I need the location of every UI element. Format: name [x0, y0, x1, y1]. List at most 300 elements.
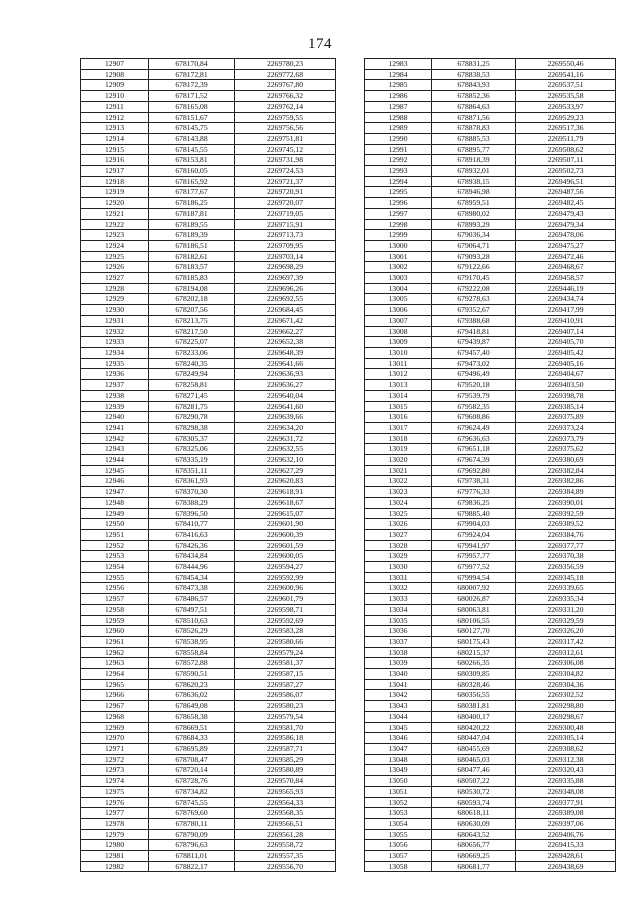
x-coordinate-cell: 678335,19: [149, 455, 235, 466]
y-coordinate-cell: 2269586,18: [235, 733, 336, 744]
table-row: [365, 594, 616, 605]
x-coordinate-cell: 679674,39: [432, 455, 516, 466]
point-number-cell: 12937: [81, 380, 149, 391]
x-coordinate-cell: 678811,01: [149, 851, 235, 862]
table-row: [81, 144, 336, 155]
y-coordinate-cell: 2269415,33: [516, 840, 616, 851]
y-coordinate-cell: 2269382,84: [516, 465, 616, 476]
table-row: [81, 840, 336, 851]
y-coordinate-cell: 2269556,70: [235, 861, 336, 872]
x-coordinate-cell: 678185,83: [149, 273, 235, 284]
point-number-cell: 12961: [81, 636, 149, 647]
point-number-cell: 13041: [365, 679, 432, 690]
table-row: [365, 80, 616, 91]
y-coordinate-cell: 2269417,99: [516, 305, 616, 316]
table-row: [365, 198, 616, 209]
point-number-cell: 12927: [81, 273, 149, 284]
point-number-cell: 13046: [365, 733, 432, 744]
x-coordinate-cell: 678980,02: [432, 208, 516, 219]
table-row: [81, 808, 336, 819]
point-number-cell: 13047: [365, 744, 432, 755]
x-coordinate-cell: 680266,35: [432, 658, 516, 669]
point-number-cell: 12936: [81, 369, 149, 380]
y-coordinate-cell: 2269636,27: [235, 380, 336, 391]
table-row: [365, 487, 616, 498]
table-row: [81, 422, 336, 433]
y-coordinate-cell: 2269356,59: [516, 562, 616, 573]
y-coordinate-cell: 2269529,23: [516, 112, 616, 123]
point-number-cell: 13025: [365, 508, 432, 519]
point-number-cell: 12928: [81, 283, 149, 294]
point-number-cell: 12988: [365, 112, 432, 123]
y-coordinate-cell: 2269345,18: [516, 572, 616, 583]
point-number-cell: 13013: [365, 380, 432, 391]
y-coordinate-cell: 2269537,51: [516, 80, 616, 91]
table-row: [365, 636, 616, 647]
x-coordinate-cell: 678172,81: [149, 69, 235, 80]
x-coordinate-cell: 679539,79: [432, 390, 516, 401]
table-row: [365, 529, 616, 540]
point-number-cell: 13038: [365, 647, 432, 658]
y-coordinate-cell: 2269335,88: [516, 776, 616, 787]
y-coordinate-cell: 2269565,93: [235, 786, 336, 797]
table-row: [81, 59, 336, 70]
point-number-cell: 12968: [81, 711, 149, 722]
point-number-cell: 13019: [365, 444, 432, 455]
x-coordinate-cell: 678194,08: [149, 283, 235, 294]
point-number-cell: 12972: [81, 754, 149, 765]
point-number-cell: 13044: [365, 711, 432, 722]
table-row: [365, 701, 616, 712]
point-number-cell: 12947: [81, 487, 149, 498]
y-coordinate-cell: 2269719,05: [235, 208, 336, 219]
x-coordinate-cell: 679520,18: [432, 380, 516, 391]
table-row: [81, 572, 336, 583]
point-number-cell: 12998: [365, 219, 432, 230]
point-number-cell: 13016: [365, 412, 432, 423]
point-number-cell: 12935: [81, 358, 149, 369]
y-coordinate-cell: 2269592,99: [235, 572, 336, 583]
point-number-cell: 12986: [365, 91, 432, 102]
x-coordinate-cell: 679222,08: [432, 283, 516, 294]
y-coordinate-cell: 2269697,39: [235, 273, 336, 284]
x-coordinate-cell: 679636,63: [432, 433, 516, 444]
y-coordinate-cell: 2269561,28: [235, 829, 336, 840]
y-coordinate-cell: 2269581,37: [235, 658, 336, 669]
point-number-cell: 13045: [365, 722, 432, 733]
y-coordinate-cell: 2269306,08: [516, 658, 616, 669]
table-row: [81, 240, 336, 251]
point-number-cell: 13007: [365, 315, 432, 326]
point-number-cell: 12978: [81, 818, 149, 829]
point-number-cell: 12967: [81, 701, 149, 712]
x-coordinate-cell: 678351,11: [149, 465, 235, 476]
x-coordinate-cell: 678590,51: [149, 669, 235, 680]
table-row: [365, 765, 616, 776]
table-row: [81, 722, 336, 733]
table-row: [365, 315, 616, 326]
point-number-cell: 13048: [365, 754, 432, 765]
table-row: [365, 562, 616, 573]
x-coordinate-cell: 679836,25: [432, 497, 516, 508]
point-number-cell: 13017: [365, 422, 432, 433]
x-coordinate-cell: 678213,75: [149, 315, 235, 326]
y-coordinate-cell: 2269756,56: [235, 123, 336, 134]
y-coordinate-cell: 2269405,70: [516, 337, 616, 348]
y-coordinate-cell: 2269517,36: [516, 123, 616, 134]
y-coordinate-cell: 2269772,68: [235, 69, 336, 80]
y-coordinate-cell: 2269331,20: [516, 604, 616, 615]
table-row: [365, 380, 616, 391]
y-coordinate-cell: 2269404,67: [516, 369, 616, 380]
table-row: [365, 251, 616, 262]
x-coordinate-cell: 678281,75: [149, 401, 235, 412]
x-coordinate-cell: 678946,98: [432, 187, 516, 198]
table-row: [365, 808, 616, 819]
point-number-cell: 13056: [365, 840, 432, 851]
y-coordinate-cell: 2269377,91: [516, 797, 616, 808]
y-coordinate-cell: 2269302,52: [516, 690, 616, 701]
table-row: [81, 818, 336, 829]
point-number-cell: 12964: [81, 669, 149, 680]
point-number-cell: 12955: [81, 572, 149, 583]
point-number-cell: 12975: [81, 786, 149, 797]
y-coordinate-cell: 2269507,11: [516, 155, 616, 166]
x-coordinate-cell: 678444,96: [149, 562, 235, 573]
y-coordinate-cell: 2269502,73: [516, 166, 616, 177]
y-coordinate-cell: 2269636,93: [235, 369, 336, 380]
x-coordinate-cell: 678684,33: [149, 733, 235, 744]
y-coordinate-cell: 2269511,79: [516, 133, 616, 144]
point-number-cell: 12942: [81, 433, 149, 444]
x-coordinate-cell: 679941,97: [432, 540, 516, 551]
table-row: [365, 294, 616, 305]
point-number-cell: 13050: [365, 776, 432, 787]
table-row: [81, 358, 336, 369]
point-number-cell: 13029: [365, 551, 432, 562]
point-number-cell: 12948: [81, 497, 149, 508]
x-coordinate-cell: 678864,63: [432, 101, 516, 112]
y-coordinate-cell: 2269479,34: [516, 219, 616, 230]
y-coordinate-cell: 2269472,46: [516, 251, 616, 262]
x-coordinate-cell: 680420,22: [432, 722, 516, 733]
table-row: [365, 347, 616, 358]
y-coordinate-cell: 2269631,72: [235, 433, 336, 444]
point-number-cell: 13024: [365, 497, 432, 508]
table-row: [81, 283, 336, 294]
point-number-cell: 13027: [365, 529, 432, 540]
coordinates-table-left: [80, 58, 336, 872]
point-number-cell: 12995: [365, 187, 432, 198]
point-number-cell: 12970: [81, 733, 149, 744]
x-coordinate-cell: 680681,77: [432, 861, 516, 872]
point-number-cell: 12973: [81, 765, 149, 776]
y-coordinate-cell: 2269348,08: [516, 786, 616, 797]
table-row: [81, 604, 336, 615]
point-number-cell: 12943: [81, 444, 149, 455]
x-coordinate-cell: 678486,57: [149, 594, 235, 605]
table-row: [365, 283, 616, 294]
point-number-cell: 13055: [365, 829, 432, 840]
point-number-cell: 13039: [365, 658, 432, 669]
table-row: [81, 347, 336, 358]
point-number-cell: 13051: [365, 786, 432, 797]
table-row: [365, 144, 616, 155]
point-number-cell: 12960: [81, 626, 149, 637]
y-coordinate-cell: 2269703,14: [235, 251, 336, 262]
table-row: [81, 166, 336, 177]
y-coordinate-cell: 2269384,76: [516, 529, 616, 540]
y-coordinate-cell: 2269632,10: [235, 455, 336, 466]
table-row: [365, 818, 616, 829]
y-coordinate-cell: 2269300,48: [516, 722, 616, 733]
x-coordinate-cell: 678885,53: [432, 133, 516, 144]
x-coordinate-cell: 678852,36: [432, 91, 516, 102]
table-row: [365, 754, 616, 765]
x-coordinate-cell: 680447,04: [432, 733, 516, 744]
x-coordinate-cell: 678186,25: [149, 198, 235, 209]
table-row: [365, 412, 616, 423]
y-coordinate-cell: 2269398,78: [516, 390, 616, 401]
x-coordinate-cell: 678636,02: [149, 690, 235, 701]
x-coordinate-cell: 678822,17: [149, 861, 235, 872]
table-row: [365, 219, 616, 230]
y-coordinate-cell: 2269692,55: [235, 294, 336, 305]
y-coordinate-cell: 2269587,27: [235, 679, 336, 690]
table-row: [81, 647, 336, 658]
x-coordinate-cell: 678151,67: [149, 112, 235, 123]
x-coordinate-cell: 678843,93: [432, 80, 516, 91]
y-coordinate-cell: 2269634,20: [235, 422, 336, 433]
point-number-cell: 12920: [81, 198, 149, 209]
point-number-cell: 12957: [81, 594, 149, 605]
x-coordinate-cell: 680215,37: [432, 647, 516, 658]
y-coordinate-cell: 2269662,27: [235, 326, 336, 337]
x-coordinate-cell: 678959,51: [432, 198, 516, 209]
point-number-cell: 13032: [365, 583, 432, 594]
y-coordinate-cell: 2269298,67: [516, 711, 616, 722]
table-row: [81, 776, 336, 787]
point-number-cell: 13054: [365, 818, 432, 829]
x-coordinate-cell: 678325,06: [149, 444, 235, 455]
x-coordinate-cell: 678153,81: [149, 155, 235, 166]
table-row: [365, 101, 616, 112]
x-coordinate-cell: 678361,93: [149, 476, 235, 487]
table-row: [365, 433, 616, 444]
point-number-cell: 13034: [365, 604, 432, 615]
y-coordinate-cell: 2269585,29: [235, 754, 336, 765]
point-number-cell: 12984: [365, 69, 432, 80]
x-coordinate-cell: 678183,57: [149, 262, 235, 273]
point-number-cell: 12977: [81, 808, 149, 819]
table-row: [81, 701, 336, 712]
table-row: [81, 797, 336, 808]
table-row: [81, 176, 336, 187]
y-coordinate-cell: 2269541,16: [516, 69, 616, 80]
y-coordinate-cell: 2269410,91: [516, 315, 616, 326]
y-coordinate-cell: 2269751,81: [235, 133, 336, 144]
y-coordinate-cell: 2269304,36: [516, 679, 616, 690]
x-coordinate-cell: 678871,56: [432, 112, 516, 123]
y-coordinate-cell: 2269564,33: [235, 797, 336, 808]
y-coordinate-cell: 2269720,91: [235, 187, 336, 198]
y-coordinate-cell: 2269406,76: [516, 829, 616, 840]
table-row: [81, 636, 336, 647]
x-coordinate-cell: 679278,63: [432, 294, 516, 305]
x-coordinate-cell: 678938,15: [432, 176, 516, 187]
table-row: [81, 123, 336, 134]
table-row: [81, 112, 336, 123]
point-number-cell: 12994: [365, 176, 432, 187]
x-coordinate-cell: 680127,70: [432, 626, 516, 637]
y-coordinate-cell: 2269320,43: [516, 765, 616, 776]
y-coordinate-cell: 2269566,51: [235, 818, 336, 829]
table-row: [81, 861, 336, 872]
point-number-cell: 12990: [365, 133, 432, 144]
x-coordinate-cell: 678790,09: [149, 829, 235, 840]
table-row: [81, 540, 336, 551]
table-row: [81, 369, 336, 380]
table-row: [365, 123, 616, 134]
table-row: [81, 487, 336, 498]
x-coordinate-cell: 678734,82: [149, 786, 235, 797]
x-coordinate-cell: 678165,08: [149, 101, 235, 112]
x-coordinate-cell: 680026,87: [432, 594, 516, 605]
table-row: [365, 604, 616, 615]
table-row: [365, 91, 616, 102]
table-row: [365, 744, 616, 755]
point-number-cell: 13058: [365, 861, 432, 872]
y-coordinate-cell: 2269598,71: [235, 604, 336, 615]
point-number-cell: 12996: [365, 198, 432, 209]
x-coordinate-cell: 678233,06: [149, 347, 235, 358]
point-number-cell: 12956: [81, 583, 149, 594]
x-coordinate-cell: 679122,66: [432, 262, 516, 273]
y-coordinate-cell: 2269305,14: [516, 733, 616, 744]
y-coordinate-cell: 2269698,29: [235, 262, 336, 273]
y-coordinate-cell: 2269671,42: [235, 315, 336, 326]
x-coordinate-cell: 678572,88: [149, 658, 235, 669]
point-number-cell: 12939: [81, 401, 149, 412]
y-coordinate-cell: 2269403,50: [516, 380, 616, 391]
table-row: [81, 91, 336, 102]
y-coordinate-cell: 2269375,89: [516, 412, 616, 423]
x-coordinate-cell: 680175,43: [432, 636, 516, 647]
y-coordinate-cell: 2269384,89: [516, 487, 616, 498]
table-row: [365, 626, 616, 637]
y-coordinate-cell: 2269535,58: [516, 91, 616, 102]
y-coordinate-cell: 2269508,62: [516, 144, 616, 155]
y-coordinate-cell: 2269298,80: [516, 701, 616, 712]
x-coordinate-cell: 679170,45: [432, 273, 516, 284]
table-row: [365, 711, 616, 722]
y-coordinate-cell: 2269601,79: [235, 594, 336, 605]
point-number-cell: 13012: [365, 369, 432, 380]
table-row: [81, 786, 336, 797]
y-coordinate-cell: 2269731,98: [235, 155, 336, 166]
y-coordinate-cell: 2269579,24: [235, 647, 336, 658]
x-coordinate-cell: 679624,49: [432, 422, 516, 433]
table-row: [365, 540, 616, 551]
table-row: [365, 337, 616, 348]
table-row: [81, 208, 336, 219]
table-row: [81, 455, 336, 466]
table-row: [81, 69, 336, 80]
point-number-cell: 13042: [365, 690, 432, 701]
table-row: [365, 776, 616, 787]
x-coordinate-cell: 678538,95: [149, 636, 235, 647]
x-coordinate-cell: 678240,35: [149, 358, 235, 369]
table-row: [365, 166, 616, 177]
point-number-cell: 13052: [365, 797, 432, 808]
x-coordinate-cell: 678186,51: [149, 240, 235, 251]
x-coordinate-cell: 680328,46: [432, 679, 516, 690]
x-coordinate-cell: 678993,29: [432, 219, 516, 230]
point-number-cell: 12938: [81, 390, 149, 401]
y-coordinate-cell: 2269312,61: [516, 647, 616, 658]
x-coordinate-cell: 678172,39: [149, 80, 235, 91]
point-number-cell: 12976: [81, 797, 149, 808]
table-row: [81, 133, 336, 144]
table-row: [365, 572, 616, 583]
table-row: [365, 455, 616, 466]
point-number-cell: 12917: [81, 166, 149, 177]
y-coordinate-cell: 2269600,96: [235, 583, 336, 594]
x-coordinate-cell: 678202,18: [149, 294, 235, 305]
table-row: [365, 230, 616, 241]
table-row: [365, 133, 616, 144]
table-row: [365, 155, 616, 166]
point-number-cell: 12941: [81, 422, 149, 433]
table-row: [365, 358, 616, 369]
y-coordinate-cell: 2269762,14: [235, 101, 336, 112]
point-number-cell: 12909: [81, 80, 149, 91]
x-coordinate-cell: 680656,77: [432, 840, 516, 851]
point-number-cell: 13030: [365, 562, 432, 573]
point-number-cell: 12971: [81, 744, 149, 755]
point-number-cell: 12921: [81, 208, 149, 219]
table-row: [365, 690, 616, 701]
table-row: [81, 562, 336, 573]
table-row: [365, 508, 616, 519]
x-coordinate-cell: 679977,52: [432, 562, 516, 573]
x-coordinate-cell: 678620,23: [149, 679, 235, 690]
y-coordinate-cell: 2269487,56: [516, 187, 616, 198]
x-coordinate-cell: 678258,81: [149, 380, 235, 391]
x-coordinate-cell: 678728,76: [149, 776, 235, 787]
table-row: [365, 615, 616, 626]
x-coordinate-cell: 680400,17: [432, 711, 516, 722]
point-number-cell: 12912: [81, 112, 149, 123]
y-coordinate-cell: 2269759,55: [235, 112, 336, 123]
point-number-cell: 12979: [81, 829, 149, 840]
y-coordinate-cell: 2269721,37: [235, 176, 336, 187]
y-coordinate-cell: 2269640,04: [235, 390, 336, 401]
x-coordinate-cell: 680356,55: [432, 690, 516, 701]
x-coordinate-cell: 679924,04: [432, 529, 516, 540]
x-coordinate-cell: 678388,29: [149, 497, 235, 508]
point-number-cell: 13000: [365, 240, 432, 251]
table-row: [81, 508, 336, 519]
table-row: [365, 658, 616, 669]
y-coordinate-cell: 2269329,59: [516, 615, 616, 626]
y-coordinate-cell: 2269580,89: [235, 765, 336, 776]
table-row: [81, 669, 336, 680]
y-coordinate-cell: 2269724,53: [235, 166, 336, 177]
table-row: [81, 101, 336, 112]
point-number-cell: 12951: [81, 529, 149, 540]
point-number-cell: 12923: [81, 230, 149, 241]
